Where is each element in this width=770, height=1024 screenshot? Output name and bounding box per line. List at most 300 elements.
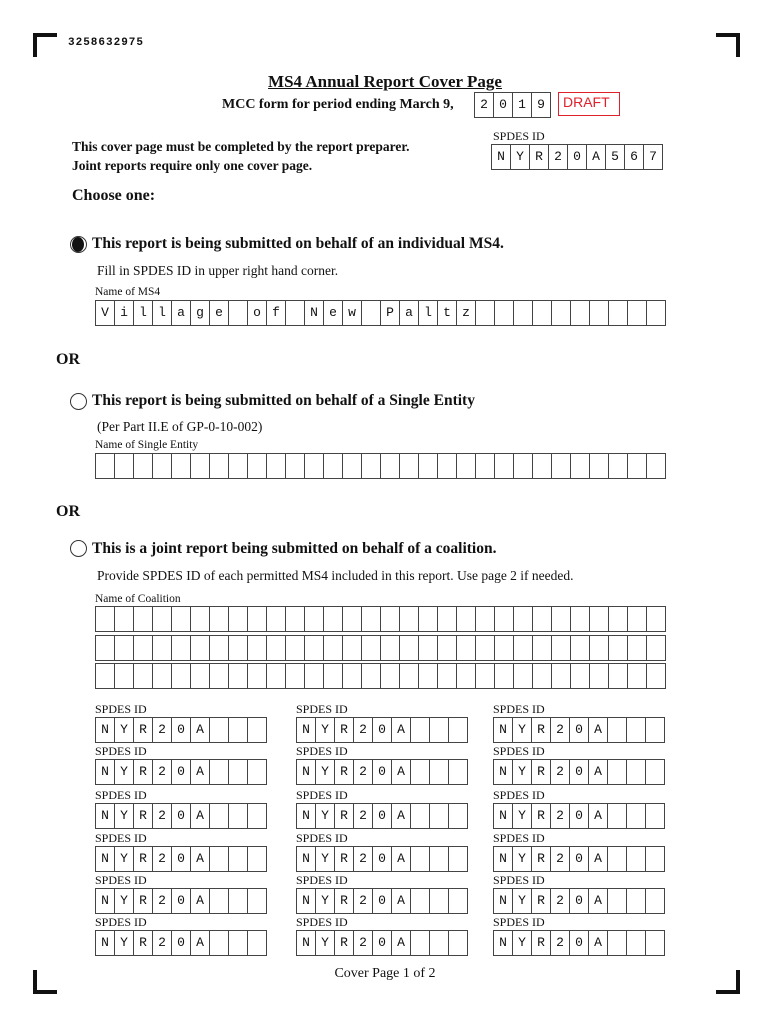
coalition-spdes-char-box[interactable]: R xyxy=(133,846,153,872)
coalition-spdes-char-box[interactable]: 0 xyxy=(171,930,191,956)
single-entity-name-char-box[interactable] xyxy=(247,453,267,479)
coalition-spdes-char-box[interactable] xyxy=(410,803,430,829)
coalition-name-char-box[interactable] xyxy=(380,663,400,689)
coalition-name-char-box[interactable] xyxy=(627,606,647,632)
coalition-name-char-box[interactable] xyxy=(437,635,457,661)
coalition-spdes-char-box[interactable] xyxy=(448,717,468,743)
coalition-spdes-char-box[interactable]: N xyxy=(296,803,316,829)
single-entity-name-char-box[interactable] xyxy=(114,453,134,479)
coalition-name-char-box[interactable] xyxy=(342,606,362,632)
coalition-spdes-char-box[interactable] xyxy=(209,803,229,829)
coalition-spdes-char-box[interactable]: A xyxy=(190,930,210,956)
coalition-name-char-box[interactable] xyxy=(152,663,172,689)
coalition-spdes-char-box[interactable] xyxy=(228,930,248,956)
coalition-name-char-box[interactable] xyxy=(608,606,628,632)
coalition-name-char-box[interactable] xyxy=(228,606,248,632)
spdes-id-char-box[interactable]: N xyxy=(491,144,511,170)
coalition-name-char-box[interactable] xyxy=(589,663,609,689)
coalition-spdes-char-box[interactable]: A xyxy=(588,717,608,743)
ms4-name-char-box[interactable]: z xyxy=(456,300,476,326)
coalition-spdes-char-box[interactable]: 2 xyxy=(550,803,570,829)
coalition-spdes-char-box[interactable]: N xyxy=(296,930,316,956)
coalition-spdes-char-box[interactable]: N xyxy=(95,759,115,785)
coalition-spdes-char-box[interactable] xyxy=(429,846,449,872)
coalition-spdes-char-box[interactable]: 0 xyxy=(569,930,589,956)
coalition-spdes-char-box[interactable] xyxy=(247,717,267,743)
ms4-name-char-box[interactable]: a xyxy=(171,300,191,326)
coalition-spdes-id-field[interactable] xyxy=(493,930,665,956)
coalition-spdes-char-box[interactable]: A xyxy=(190,759,210,785)
coalition-spdes-char-box[interactable] xyxy=(645,930,665,956)
coalition-spdes-char-box[interactable] xyxy=(228,803,248,829)
coalition-spdes-id-field[interactable] xyxy=(493,759,665,785)
coalition-spdes-char-box[interactable]: 0 xyxy=(171,803,191,829)
coalition-spdes-char-box[interactable]: 2 xyxy=(550,717,570,743)
coalition-spdes-char-box[interactable]: N xyxy=(95,888,115,914)
coalition-name-char-box[interactable] xyxy=(133,606,153,632)
single-entity-name-char-box[interactable] xyxy=(570,453,590,479)
coalition-spdes-char-box[interactable] xyxy=(247,803,267,829)
coalition-spdes-char-box[interactable] xyxy=(410,930,430,956)
single-entity-name-char-box[interactable] xyxy=(190,453,210,479)
coalition-name-char-box[interactable] xyxy=(171,635,191,661)
coalition-spdes-char-box[interactable]: R xyxy=(334,846,354,872)
coalition-name-char-box[interactable] xyxy=(589,635,609,661)
coalition-spdes-char-box[interactable]: 0 xyxy=(372,930,392,956)
coalition-spdes-char-box[interactable]: R xyxy=(531,930,551,956)
coalition-name-char-box[interactable] xyxy=(437,606,457,632)
coalition-spdes-char-box[interactable] xyxy=(645,717,665,743)
ms4-name-char-box[interactable] xyxy=(589,300,609,326)
coalition-spdes-char-box[interactable]: A xyxy=(391,759,411,785)
coalition-name-char-box[interactable] xyxy=(266,635,286,661)
coalition-name-char-box[interactable] xyxy=(646,606,666,632)
coalition-spdes-char-box[interactable]: A xyxy=(391,803,411,829)
coalition-name-char-box[interactable] xyxy=(361,606,381,632)
coalition-spdes-id-field[interactable] xyxy=(95,803,267,829)
coalition-spdes-char-box[interactable]: Y xyxy=(114,759,134,785)
coalition-spdes-char-box[interactable]: 0 xyxy=(569,846,589,872)
single-entity-name-field[interactable] xyxy=(95,453,666,479)
ms4-name-char-box[interactable]: l xyxy=(418,300,438,326)
coalition-name-char-box[interactable] xyxy=(114,663,134,689)
coalition-spdes-char-box[interactable]: A xyxy=(391,717,411,743)
single-entity-name-char-box[interactable] xyxy=(608,453,628,479)
coalition-spdes-char-box[interactable]: 0 xyxy=(372,846,392,872)
coalition-spdes-char-box[interactable]: A xyxy=(391,846,411,872)
coalition-spdes-char-box[interactable]: 0 xyxy=(171,888,191,914)
coalition-spdes-char-box[interactable] xyxy=(429,803,449,829)
coalition-name-char-box[interactable] xyxy=(608,663,628,689)
ms4-name-char-box[interactable]: l xyxy=(152,300,172,326)
ms4-name-char-box[interactable]: e xyxy=(323,300,343,326)
coalition-spdes-char-box[interactable]: 2 xyxy=(550,846,570,872)
coalition-spdes-char-box[interactable] xyxy=(247,930,267,956)
single-entity-name-char-box[interactable] xyxy=(551,453,571,479)
coalition-spdes-char-box[interactable]: Y xyxy=(315,930,335,956)
ms4-name-char-box[interactable]: g xyxy=(190,300,210,326)
single-entity-name-char-box[interactable] xyxy=(266,453,286,479)
coalition-name-char-box[interactable] xyxy=(247,663,267,689)
coalition-name-char-box[interactable] xyxy=(418,606,438,632)
coalition-spdes-char-box[interactable]: 2 xyxy=(353,846,373,872)
spdes-id-char-box[interactable]: 7 xyxy=(643,144,663,170)
coalition-spdes-char-box[interactable] xyxy=(410,846,430,872)
single-entity-name-char-box[interactable] xyxy=(342,453,362,479)
coalition-name-char-box[interactable] xyxy=(513,663,533,689)
spdes-id-char-box[interactable]: 5 xyxy=(605,144,625,170)
coalition-spdes-char-box[interactable] xyxy=(626,759,646,785)
coalition-spdes-char-box[interactable]: 0 xyxy=(569,803,589,829)
spdes-id-char-box[interactable]: 2 xyxy=(548,144,568,170)
coalition-name-char-box[interactable] xyxy=(456,606,476,632)
coalition-spdes-char-box[interactable]: R xyxy=(531,759,551,785)
coalition-spdes-char-box[interactable]: 2 xyxy=(353,759,373,785)
coalition-spdes-char-box[interactable] xyxy=(429,888,449,914)
single-entity-name-char-box[interactable] xyxy=(285,453,305,479)
coalition-spdes-char-box[interactable]: R xyxy=(531,888,551,914)
coalition-name-char-box[interactable] xyxy=(475,606,495,632)
coalition-spdes-char-box[interactable] xyxy=(228,846,248,872)
coalition-name-char-box[interactable] xyxy=(323,635,343,661)
year-digit-box[interactable]: 1 xyxy=(512,92,532,118)
coalition-name-char-box[interactable] xyxy=(190,606,210,632)
coalition-spdes-char-box[interactable]: 0 xyxy=(171,846,191,872)
coalition-spdes-char-box[interactable] xyxy=(429,717,449,743)
coalition-spdes-char-box[interactable]: Y xyxy=(114,930,134,956)
coalition-name-char-box[interactable] xyxy=(627,663,647,689)
coalition-spdes-char-box[interactable]: R xyxy=(334,803,354,829)
coalition-name-char-box[interactable] xyxy=(513,635,533,661)
coalition-spdes-char-box[interactable] xyxy=(607,803,627,829)
coalition-spdes-char-box[interactable] xyxy=(410,717,430,743)
coalition-spdes-char-box[interactable]: 2 xyxy=(152,803,172,829)
coalition-name-char-box[interactable] xyxy=(133,663,153,689)
coalition-spdes-char-box[interactable]: 2 xyxy=(152,759,172,785)
coalition-name-char-box[interactable] xyxy=(228,663,248,689)
coalition-name-char-box[interactable] xyxy=(475,635,495,661)
coalition-spdes-char-box[interactable]: Y xyxy=(512,930,532,956)
coalition-spdes-char-box[interactable]: 2 xyxy=(152,717,172,743)
coalition-name-char-box[interactable] xyxy=(646,663,666,689)
coalition-spdes-char-box[interactable]: A xyxy=(588,803,608,829)
coalition-spdes-char-box[interactable] xyxy=(626,803,646,829)
single-entity-name-char-box[interactable] xyxy=(171,453,191,479)
coalition-name-char-box[interactable] xyxy=(399,635,419,661)
year-digit-box[interactable]: 0 xyxy=(493,92,513,118)
ms4-name-char-box[interactable] xyxy=(627,300,647,326)
ms4-name-char-box[interactable]: a xyxy=(399,300,419,326)
coalition-spdes-char-box[interactable] xyxy=(607,717,627,743)
coalition-spdes-char-box[interactable]: Y xyxy=(512,759,532,785)
coalition-name-char-box[interactable] xyxy=(247,635,267,661)
coalition-spdes-char-box[interactable] xyxy=(607,888,627,914)
coalition-spdes-char-box[interactable]: 2 xyxy=(152,930,172,956)
coalition-spdes-char-box[interactable] xyxy=(209,930,229,956)
coalition-spdes-char-box[interactable]: Y xyxy=(315,846,335,872)
ms4-name-char-box[interactable]: P xyxy=(380,300,400,326)
coalition-name-char-box[interactable] xyxy=(532,606,552,632)
year-digit-box[interactable]: 2 xyxy=(474,92,494,118)
coalition-spdes-id-field[interactable] xyxy=(296,717,468,743)
radio-individual-ms4[interactable] xyxy=(70,236,87,253)
coalition-spdes-char-box[interactable] xyxy=(209,846,229,872)
coalition-spdes-char-box[interactable] xyxy=(247,888,267,914)
coalition-spdes-id-field[interactable] xyxy=(296,888,468,914)
coalition-spdes-char-box[interactable]: 2 xyxy=(353,717,373,743)
coalition-spdes-char-box[interactable] xyxy=(247,846,267,872)
coalition-spdes-char-box[interactable] xyxy=(209,888,229,914)
coalition-name-char-box[interactable] xyxy=(152,635,172,661)
spdes-id-char-box[interactable]: 0 xyxy=(567,144,587,170)
ms4-name-char-box[interactable]: o xyxy=(247,300,267,326)
coalition-spdes-id-field[interactable] xyxy=(95,759,267,785)
single-entity-name-char-box[interactable] xyxy=(361,453,381,479)
coalition-spdes-char-box[interactable]: N xyxy=(95,803,115,829)
coalition-spdes-char-box[interactable] xyxy=(448,803,468,829)
single-entity-name-char-box[interactable] xyxy=(323,453,343,479)
spdes-id-field[interactable] xyxy=(491,144,663,170)
coalition-name-char-box[interactable] xyxy=(608,635,628,661)
coalition-spdes-char-box[interactable] xyxy=(645,759,665,785)
coalition-name-field-line-3[interactable] xyxy=(95,663,666,689)
coalition-name-char-box[interactable] xyxy=(228,635,248,661)
coalition-spdes-id-field[interactable] xyxy=(493,717,665,743)
coalition-name-char-box[interactable] xyxy=(190,635,210,661)
single-entity-name-char-box[interactable] xyxy=(646,453,666,479)
coalition-name-char-box[interactable] xyxy=(247,606,267,632)
single-entity-name-char-box[interactable] xyxy=(399,453,419,479)
coalition-spdes-char-box[interactable]: N xyxy=(95,717,115,743)
coalition-name-char-box[interactable] xyxy=(304,635,324,661)
ms4-name-char-box[interactable] xyxy=(513,300,533,326)
coalition-spdes-char-box[interactable]: Y xyxy=(114,846,134,872)
coalition-spdes-char-box[interactable]: N xyxy=(493,717,513,743)
coalition-spdes-char-box[interactable]: N xyxy=(493,888,513,914)
coalition-spdes-id-field[interactable] xyxy=(296,759,468,785)
coalition-spdes-char-box[interactable]: N xyxy=(493,930,513,956)
coalition-spdes-id-field[interactable] xyxy=(493,803,665,829)
coalition-name-char-box[interactable] xyxy=(285,663,305,689)
single-entity-name-char-box[interactable] xyxy=(95,453,115,479)
coalition-spdes-char-box[interactable]: 0 xyxy=(171,759,191,785)
coalition-name-char-box[interactable] xyxy=(342,635,362,661)
coalition-spdes-char-box[interactable]: 2 xyxy=(353,803,373,829)
year-field[interactable] xyxy=(474,92,551,118)
coalition-name-char-box[interactable] xyxy=(266,663,286,689)
coalition-spdes-char-box[interactable]: 2 xyxy=(550,930,570,956)
ms4-name-char-box[interactable] xyxy=(494,300,514,326)
ms4-name-char-box[interactable] xyxy=(361,300,381,326)
single-entity-name-char-box[interactable] xyxy=(209,453,229,479)
coalition-spdes-char-box[interactable] xyxy=(209,759,229,785)
coalition-spdes-char-box[interactable] xyxy=(626,888,646,914)
coalition-spdes-char-box[interactable] xyxy=(448,759,468,785)
ms4-name-char-box[interactable]: i xyxy=(114,300,134,326)
single-entity-name-char-box[interactable] xyxy=(589,453,609,479)
coalition-name-char-box[interactable] xyxy=(380,606,400,632)
coalition-spdes-char-box[interactable]: R xyxy=(133,803,153,829)
coalition-name-char-box[interactable] xyxy=(418,635,438,661)
single-entity-name-char-box[interactable] xyxy=(437,453,457,479)
coalition-spdes-char-box[interactable] xyxy=(645,803,665,829)
coalition-name-char-box[interactable] xyxy=(95,663,115,689)
coalition-name-char-box[interactable] xyxy=(456,635,476,661)
ms4-name-char-box[interactable] xyxy=(551,300,571,326)
coalition-spdes-char-box[interactable]: Y xyxy=(315,759,335,785)
year-digit-box[interactable]: 9 xyxy=(531,92,551,118)
coalition-spdes-char-box[interactable]: Y xyxy=(315,803,335,829)
coalition-spdes-char-box[interactable]: R xyxy=(531,717,551,743)
coalition-spdes-char-box[interactable] xyxy=(645,846,665,872)
coalition-spdes-char-box[interactable]: R xyxy=(334,888,354,914)
radio-single-entity[interactable] xyxy=(70,393,87,410)
coalition-spdes-char-box[interactable]: N xyxy=(95,846,115,872)
coalition-name-char-box[interactable] xyxy=(589,606,609,632)
coalition-spdes-id-field[interactable] xyxy=(95,717,267,743)
coalition-name-char-box[interactable] xyxy=(551,635,571,661)
single-entity-name-char-box[interactable] xyxy=(456,453,476,479)
coalition-spdes-char-box[interactable]: N xyxy=(493,803,513,829)
coalition-name-char-box[interactable] xyxy=(399,606,419,632)
coalition-name-char-box[interactable] xyxy=(513,606,533,632)
coalition-name-char-box[interactable] xyxy=(551,606,571,632)
coalition-name-char-box[interactable] xyxy=(437,663,457,689)
coalition-spdes-char-box[interactable]: N xyxy=(493,846,513,872)
coalition-spdes-id-field[interactable] xyxy=(296,930,468,956)
coalition-name-char-box[interactable] xyxy=(494,663,514,689)
coalition-spdes-char-box[interactable] xyxy=(429,759,449,785)
single-entity-name-char-box[interactable] xyxy=(627,453,647,479)
coalition-name-char-box[interactable] xyxy=(494,606,514,632)
coalition-spdes-char-box[interactable] xyxy=(209,717,229,743)
coalition-name-char-box[interactable] xyxy=(114,635,134,661)
coalition-name-char-box[interactable] xyxy=(532,635,552,661)
coalition-spdes-char-box[interactable]: R xyxy=(334,930,354,956)
coalition-spdes-char-box[interactable]: 2 xyxy=(353,930,373,956)
coalition-name-char-box[interactable] xyxy=(95,606,115,632)
coalition-name-char-box[interactable] xyxy=(323,606,343,632)
single-entity-name-char-box[interactable] xyxy=(304,453,324,479)
coalition-spdes-char-box[interactable]: R xyxy=(133,930,153,956)
coalition-name-char-box[interactable] xyxy=(380,635,400,661)
single-entity-name-char-box[interactable] xyxy=(380,453,400,479)
single-entity-name-char-box[interactable] xyxy=(133,453,153,479)
coalition-spdes-char-box[interactable] xyxy=(228,888,248,914)
coalition-spdes-char-box[interactable] xyxy=(410,888,430,914)
coalition-name-char-box[interactable] xyxy=(171,663,191,689)
ms4-name-char-box[interactable] xyxy=(285,300,305,326)
coalition-name-char-box[interactable] xyxy=(570,635,590,661)
coalition-name-char-box[interactable] xyxy=(209,606,229,632)
coalition-spdes-char-box[interactable]: 0 xyxy=(569,759,589,785)
coalition-spdes-char-box[interactable] xyxy=(448,888,468,914)
coalition-spdes-char-box[interactable] xyxy=(626,930,646,956)
coalition-spdes-char-box[interactable]: 2 xyxy=(152,888,172,914)
coalition-spdes-char-box[interactable] xyxy=(626,846,646,872)
coalition-spdes-char-box[interactable]: Y xyxy=(315,717,335,743)
coalition-spdes-char-box[interactable]: R xyxy=(531,803,551,829)
ms4-name-char-box[interactable]: V xyxy=(95,300,115,326)
coalition-spdes-char-box[interactable]: Y xyxy=(512,803,532,829)
coalition-name-char-box[interactable] xyxy=(532,663,552,689)
coalition-name-char-box[interactable] xyxy=(171,606,191,632)
coalition-spdes-char-box[interactable]: A xyxy=(588,930,608,956)
ms4-name-char-box[interactable] xyxy=(228,300,248,326)
coalition-name-char-box[interactable] xyxy=(209,663,229,689)
coalition-spdes-char-box[interactable]: R xyxy=(334,759,354,785)
coalition-spdes-char-box[interactable]: N xyxy=(296,846,316,872)
coalition-spdes-char-box[interactable] xyxy=(626,717,646,743)
coalition-name-char-box[interactable] xyxy=(361,635,381,661)
coalition-name-char-box[interactable] xyxy=(152,606,172,632)
coalition-spdes-char-box[interactable]: A xyxy=(588,759,608,785)
coalition-spdes-char-box[interactable]: 2 xyxy=(152,846,172,872)
spdes-id-char-box[interactable]: Y xyxy=(510,144,530,170)
coalition-spdes-char-box[interactable]: Y xyxy=(114,717,134,743)
coalition-name-char-box[interactable] xyxy=(304,606,324,632)
spdes-id-char-box[interactable]: R xyxy=(529,144,549,170)
coalition-spdes-char-box[interactable] xyxy=(448,930,468,956)
coalition-spdes-char-box[interactable]: R xyxy=(133,759,153,785)
coalition-spdes-char-box[interactable] xyxy=(645,888,665,914)
coalition-spdes-char-box[interactable]: A xyxy=(190,803,210,829)
coalition-spdes-char-box[interactable]: N xyxy=(296,759,316,785)
ms4-name-char-box[interactable]: l xyxy=(133,300,153,326)
coalition-spdes-char-box[interactable]: Y xyxy=(114,888,134,914)
coalition-spdes-char-box[interactable] xyxy=(607,846,627,872)
coalition-spdes-char-box[interactable]: N xyxy=(296,717,316,743)
coalition-spdes-char-box[interactable] xyxy=(228,717,248,743)
coalition-name-char-box[interactable] xyxy=(570,663,590,689)
coalition-name-char-box[interactable] xyxy=(209,635,229,661)
coalition-name-char-box[interactable] xyxy=(361,663,381,689)
ms4-name-char-box[interactable]: e xyxy=(209,300,229,326)
coalition-spdes-char-box[interactable]: N xyxy=(296,888,316,914)
coalition-name-char-box[interactable] xyxy=(266,606,286,632)
ms4-name-char-box[interactable]: w xyxy=(342,300,362,326)
coalition-name-char-box[interactable] xyxy=(133,635,153,661)
coalition-spdes-char-box[interactable]: 2 xyxy=(550,759,570,785)
coalition-spdes-char-box[interactable] xyxy=(429,930,449,956)
coalition-spdes-char-box[interactable]: A xyxy=(190,717,210,743)
coalition-spdes-char-box[interactable]: 0 xyxy=(372,803,392,829)
coalition-name-field-line-1[interactable] xyxy=(95,606,666,632)
coalition-spdes-char-box[interactable] xyxy=(448,846,468,872)
ms4-name-char-box[interactable] xyxy=(608,300,628,326)
single-entity-name-char-box[interactable] xyxy=(152,453,172,479)
coalition-spdes-id-field[interactable] xyxy=(296,846,468,872)
coalition-spdes-char-box[interactable]: R xyxy=(133,888,153,914)
single-entity-name-char-box[interactable] xyxy=(532,453,552,479)
ms4-name-char-box[interactable] xyxy=(570,300,590,326)
single-entity-name-char-box[interactable] xyxy=(418,453,438,479)
coalition-spdes-char-box[interactable]: N xyxy=(95,930,115,956)
coalition-spdes-char-box[interactable]: A xyxy=(190,888,210,914)
coalition-name-char-box[interactable] xyxy=(342,663,362,689)
coalition-name-char-box[interactable] xyxy=(418,663,438,689)
coalition-spdes-id-field[interactable] xyxy=(95,846,267,872)
coalition-spdes-char-box[interactable]: R xyxy=(334,717,354,743)
coalition-spdes-char-box[interactable]: Y xyxy=(512,888,532,914)
spdes-id-char-box[interactable]: A xyxy=(586,144,606,170)
coalition-name-char-box[interactable] xyxy=(627,635,647,661)
single-entity-name-char-box[interactable] xyxy=(513,453,533,479)
coalition-name-char-box[interactable] xyxy=(494,635,514,661)
coalition-spdes-char-box[interactable]: R xyxy=(133,717,153,743)
coalition-name-char-box[interactable] xyxy=(95,635,115,661)
coalition-spdes-id-field[interactable] xyxy=(95,888,267,914)
